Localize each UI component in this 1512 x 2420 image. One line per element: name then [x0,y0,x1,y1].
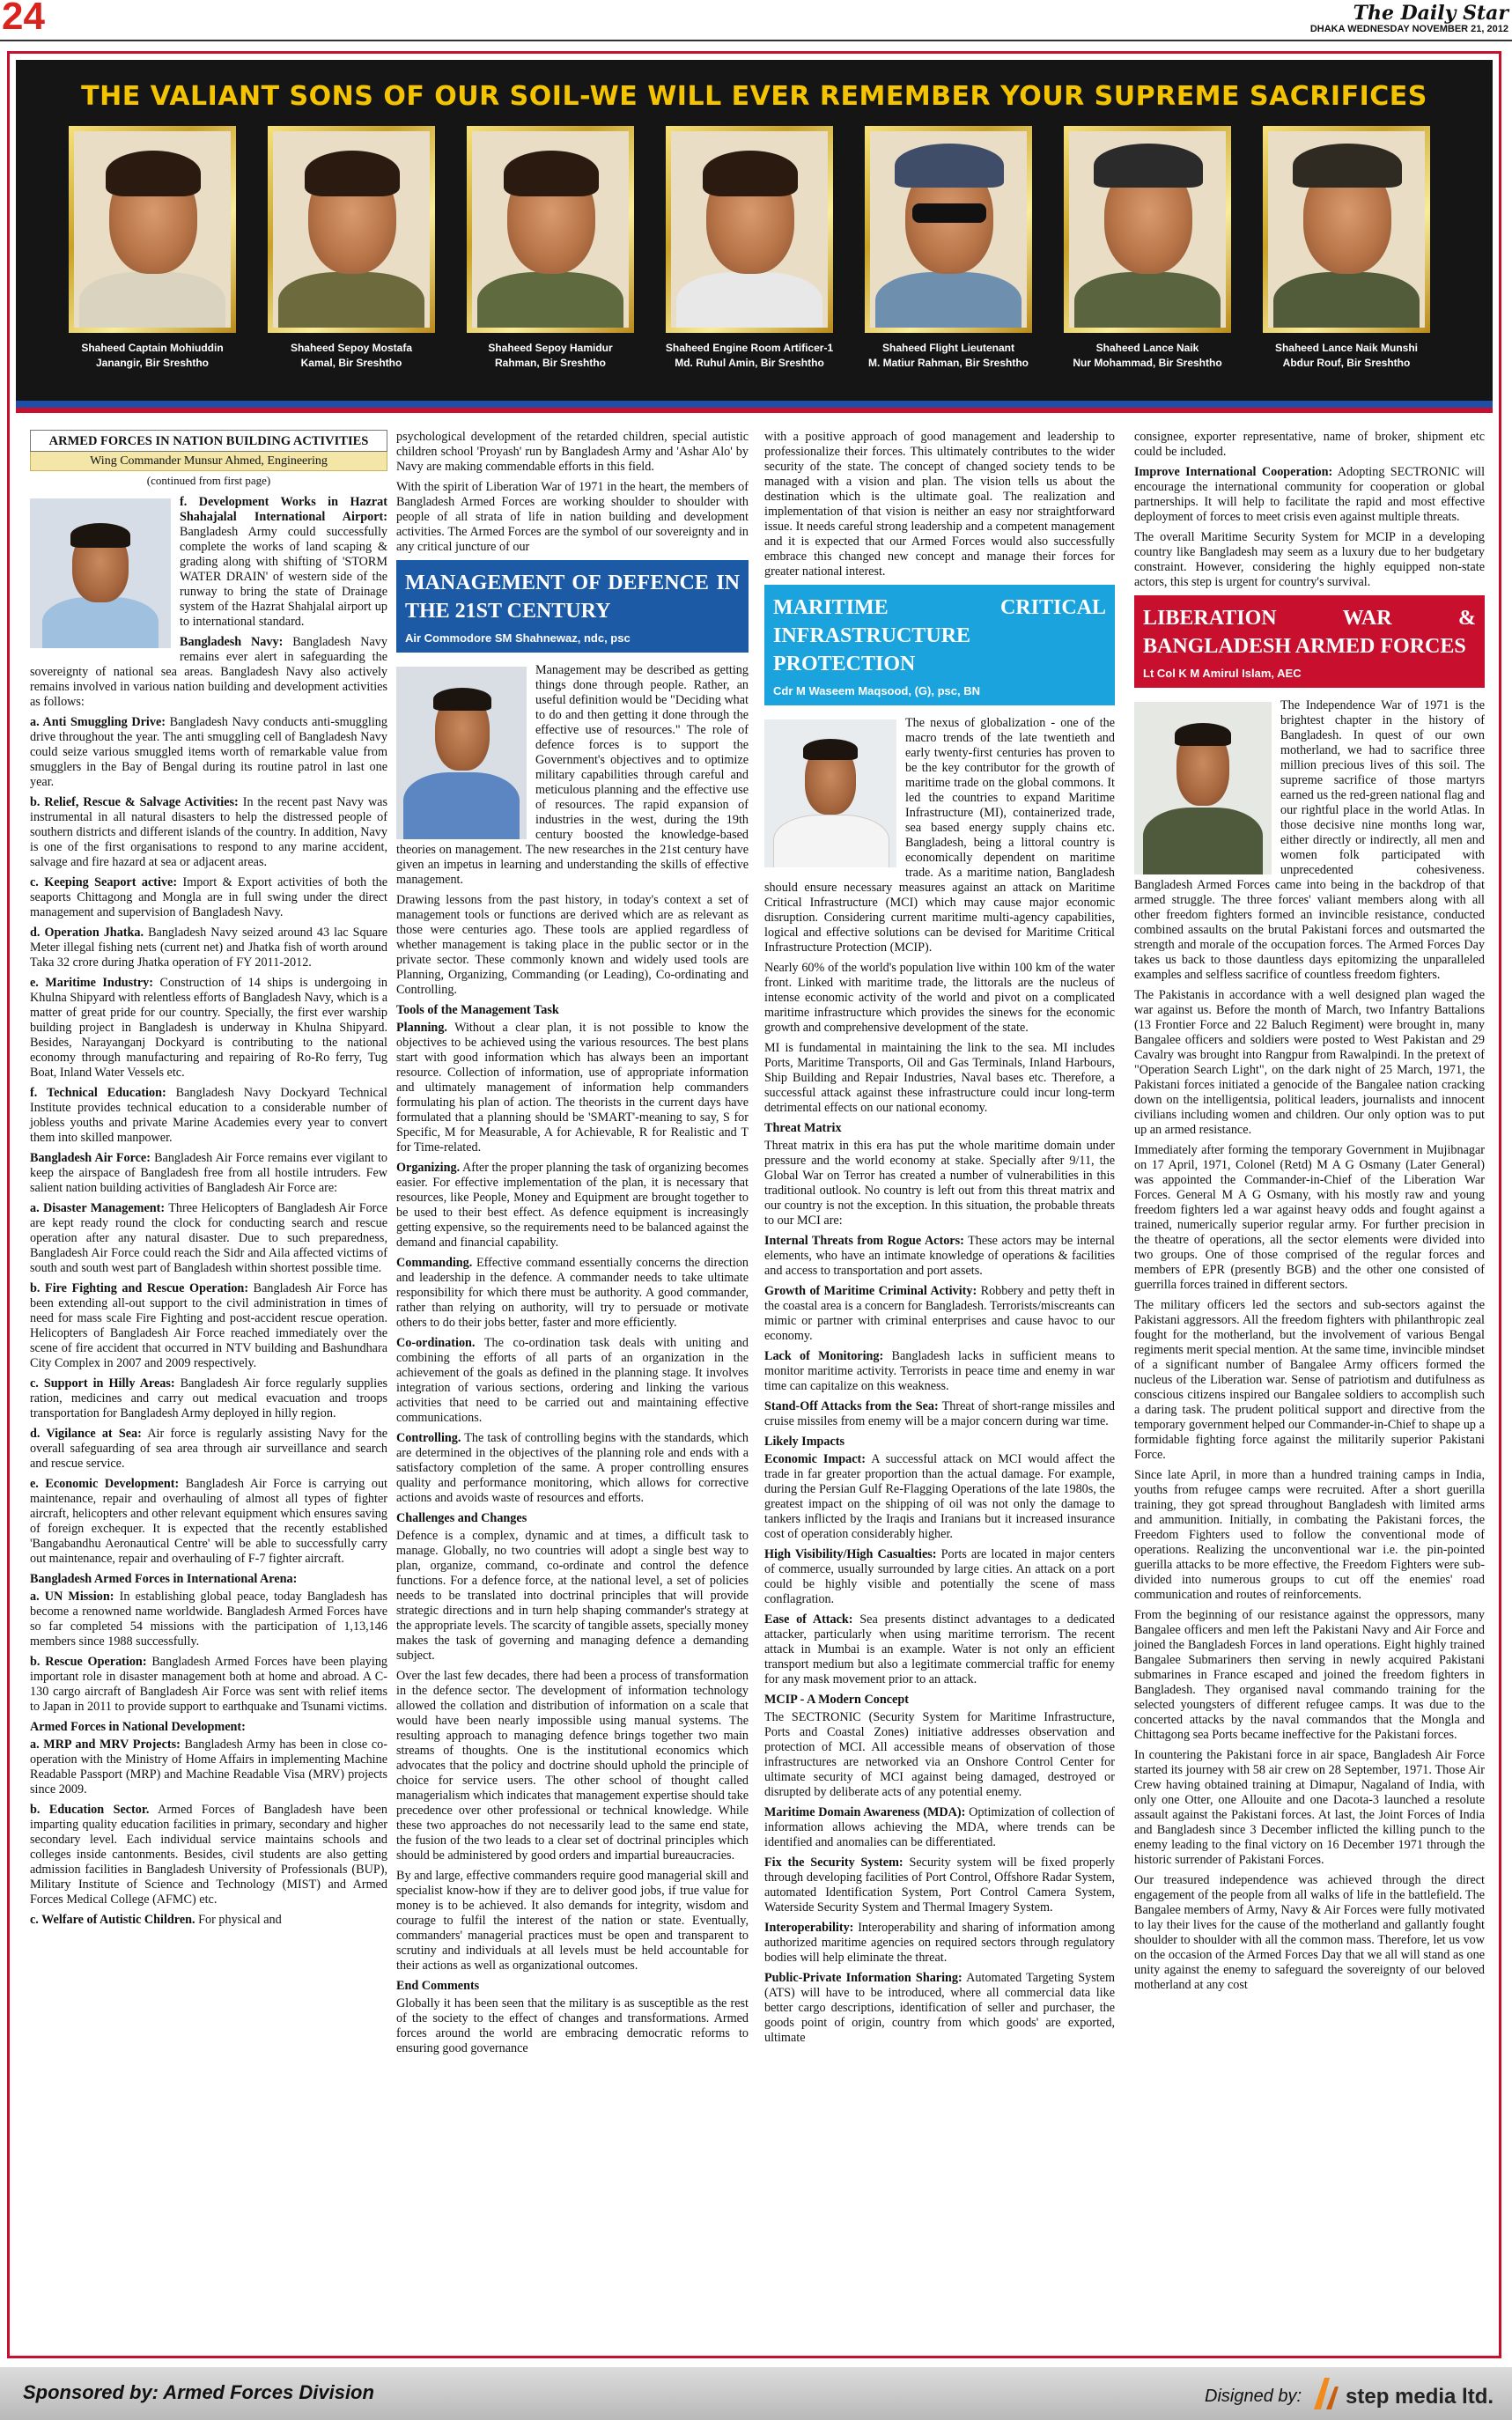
text-span: Improve International Cooperation: [1134,465,1333,479]
text-span: Controlling. [396,1431,461,1445]
text-span: Bangladesh lacks in sufficient means to monitor maritime activity. Terrorists in peace time and enemy in war time can capitalize on this weakness. [764,1349,1116,1393]
text-span: Bangladesh Air Force has been extending all-out support to the civil administration in times of need for mass scale Fire Fighting and post-accident rescue operation. Helicopters of Bangladesh Air Force reached immediately over the scene of fire accident that occurred in NTV building and Bashundhara City Complex in 2007 and 2009 respectively. [30,1281,387,1370]
text-span: Maritime Domain Awareness (MDA): [764,1805,966,1819]
text-span: Md. Ruhul Amin, Bir Sreshtho [675,357,824,369]
paragraph [764,1612,1115,1687]
illustration-part [912,203,986,223]
text-span: Bangladesh Navy: [180,635,284,649]
text-span: Automated Targeting System (ATS) will have to be introduced, where all commercial data like better cargo descriptions, identification of seller and purchaser, the goods point of origin, country from which goods' are exported, ultimate [764,1971,1115,2045]
illustration-part [1293,144,1402,188]
text-span: Stand-Off Attacks from the Sea: [764,1399,939,1413]
text-span: Security system will be fixed properly through developing facilities of Port Control, Offshore Radar System, automated Identification System, Port Control Camera System, Waterside Security System and Thermal Imagery System. [764,1856,1116,1915]
text-span: Bangladesh Navy remains ever alert in safeguarding the sovereignty of national sea areas. Bangladesh Navy also actively remains involved in various nation building and development activities as follows: [30,635,387,709]
text-span: Import & Export activities of both the seaports Chittagong and Mongla are in full swing under the direct management and supervision of Bangladesh Navy. [30,875,388,919]
text-span: Bangladesh Navy Dockyard Technical Institute provides technical education to a considerable number of jobless youths and private Marine Academies every year to convert them into skilled manpower. [30,1086,387,1145]
text-span: b. Education Sector. [30,1803,150,1817]
text-span: The overall Maritime Security System for MCIP in a developing country like Bangladesh may seem as a luxury due to her budgetary constraint. However, considering the highly equipped non-state actors, this step is urgent for country's survival. [1134,530,1485,589]
text-span: Robbery and petty theft in the coastal area is a concern for Bangladesh. Terrorists/miscreants can mimic or partner with criminal enterprises and cause havoc to our economy. [764,1284,1116,1343]
text-span: Internal Threats from Rogue Actors: [764,1234,964,1248]
text-span: c. Welfare of Autistic Children. [30,1913,195,1927]
illustration-part [803,739,858,760]
illustration-part [703,151,798,196]
paragraph [396,1161,749,1251]
paragraph [30,1655,387,1715]
text-span: c. Support in Hilly Areas: [30,1376,175,1391]
text-span: From the beginning of our resistance against the oppressors, many Bangalee officers and men left the Pakistani Navy and Air Force and joined the Bangladesh Forces in land operations. Eight highly trained Bangalee Submariners then serving in newly acquired Pakistani submarines in France escaped and joined the freedom fighters in Bangladesh. They organised naval commando training for the selected youngsters of different refugee camps. It was due to the concerted attacks by the naval commandos that the Mongla and Chittagong sea Ports became ineffective for the Pakistani forces. [1134,1608,1485,1742]
text-span: Optimization of collection of information allows achieving the MDA, where trends can be identified and anomalies can be differentiated. [764,1805,1115,1849]
portrait-caption [62,341,243,371]
text-span: In countering the Pakistani force in air space, Bangladesh Air Force started its journey with 58 air crew on 28 September, 1971. Those Air Crew having obtained training at Dimapur, Nagaland of India, with only one Otter, one Allouite and one Dacota-3 launched a resolute assault against the Pakistani forces. At last, the Joint Forces of India and Bangladesh since 3 December inflicted the killing punch to the enemy leading to the final victory on 16 December 1971 through the historic surrender of Pakistani Forces. [1134,1748,1485,1867]
text-span: M. Matiur Rahman, Bir Sreshtho [867,357,1029,369]
paragraph [764,1399,1115,1429]
paragraph [30,1201,387,1276]
text-span: Nearly 60% of the world's population live within 100 km of the water front. Linked with maritime trade, the littorals are the nucleus of intense economic activity of the world and pivot on a complicated maritime infrastructure which provides the sinews for the economic growth and comprehensive development of the state. [764,961,1115,1035]
author-photo [30,498,171,648]
sponsor-credit: Sponsored by: Armed Forces Division [23,2381,374,2403]
text-span: Immediately after forming the temporary Government in Mujibnagar on 17 April, 1971, Colonel (Retd) M A G Osmany (Later General) was appointed the Commander-in-Chief of the Liberation War Forces. General M A G Osmany, with his mostly raw and young freedom fighters led a war against heavy odds and fought against a trained, numerically superior regular army. For further precision in the theatre of operations, all the sector elements were divided into two groups. One of those comprised of the regular forces and members of EPR (presently BGB) and the other one consisted of guerrilla forces trained in different sectors. [1134,1143,1485,1292]
footer [0,2367,1512,2420]
paragraph [764,1921,1115,1966]
illustration-part [1175,723,1231,746]
illustration-part [106,151,201,196]
portrait-caption [659,341,840,371]
step-media-logo-icon [1310,2374,1340,2413]
column-3 [764,430,1115,2051]
illustration-part [1143,808,1263,874]
text-span: Threat matrix in this era has put the whole maritime domain under pressure and the world economy at stake. Specially after 9/11, the Global War on Terror has created a number of vulnerabilities in this traditional outlook. No country is left out from this threat matrix and our country is not the exception. In this situation, the probable threats to our MCI are: [764,1139,1115,1228]
paragraph [30,1590,387,1649]
illustration-part [305,151,400,196]
text-span: Bangladesh Army has been in close co-operation with the Ministry of Home Affairs in implementing Machine Readable Passport (MRP) and Machine Readable Visa (MRV) projects since 2009. [30,1738,387,1797]
author-photo [1134,702,1272,874]
illustration-part [773,815,889,867]
banner-title: THE VALIANT SONS OF OUR SOIL-WE WILL EVER REMEMBER YOUR SUPREME SACRIFICES [81,81,1427,112]
author-photo [764,719,896,867]
paragraph [30,1281,387,1371]
text-span: Organizing. [396,1161,461,1175]
paragraph [396,1021,749,1155]
paragraph [764,1349,1115,1394]
text-span: Bangladesh Navy seized around 43 lac Square Meter illegal fishing nets (current net) and Jhatka fish of worth around Taka 32 crore during Jhatka operation of FY 2011-2012. [30,926,388,970]
text-span: Planning. [396,1021,447,1035]
text-span: Abdur Rouf, Bir Sreshtho [1282,357,1411,369]
text-span: Construction of 14 ships is undergoing in Khulna Shipyard with relentless efforts of Bangladesh Navy, which is a matter of great pride for our country. Specially, the first ever warship building project in Bangladesh is underway in Khulna Shipyard. Besides, Narayanganj Dockyard is contributing to the national economy through manufacturing and repairing of Ro-Ro ferry, Tug Boat, Inland Water Vessels etc. [30,976,388,1080]
paragraph [30,1803,387,1907]
continued-text: with a positive approach of good management and leadership to professionalize their forces. This ultimately contributes to the wider security of the state. The concept of changed society tends to be managed with a vision and plan. The vision tells us about the destination which is the ultimate goal. The realization and implementation of that vision is neither an easy nor straightforward issue. It needs careful strong leadership and a competent management and it is expected that our Armed Forces would also successfully embrace this changed new concept and manage their forces for greater national interest. [764,430,1115,579]
text-span: Bangladesh Navy conducts anti-smuggling drive throughout the year. The anti smuggling cell of Bangladesh Navy could seize various smuggled items worth of remarkable value from smugglers in the Bay of Bengal during its routine patrol in last one year. [30,715,387,789]
text-span: Interoperability and sharing of information among authorized maritime agencies on required sectors through regulatory bodies will help eliminate the threat. [764,1921,1115,1965]
text-span: a. UN Mission: [30,1590,114,1604]
paragraph [764,1547,1115,1607]
portrait-caption [1256,341,1437,371]
intro-text: Bangladesh Army could successfully complete the works of land scaping & grading along with shifting of 'STORM WATER DRAIN' of western side of the runway to bring the state of Drainage system of the Hazrat Shahjalal airport up to international standard. [180,525,387,629]
portrait-frame [1263,126,1430,333]
text-span: e. Economic Development: [30,1477,180,1491]
paragraph [30,875,387,920]
illustration-part [1074,272,1221,328]
paragraph [30,1913,387,1928]
author-photo [396,667,527,839]
paragraph [764,1856,1115,1915]
text-span: Bangladesh Air Force: [30,1151,151,1165]
illustration-part [79,272,225,328]
paragraph [30,1477,387,1567]
paragraph [764,1805,1115,1850]
illustration-part [1069,131,1226,328]
text-span: Interoperability: [764,1921,854,1935]
article-title: ARMED FORCES IN NATION BUILDING ACTIVITIES [30,430,387,452]
portrait-card [62,126,243,399]
designer-logo-text: step media ltd. [1346,2385,1494,2409]
intro-label: f. Development Works in Hazrat Shahajalal International Airport: [180,495,387,524]
text-span: Without a clear plan, it is not possible to know the objectives to be achieved using the various resources. The best plans start with good information which has always been an important resource. Collection of information, use of appropriate information and ultimately management of information help commanders formulating his plan of action. The theorists in the current days have formulated that a planning should be 'SMART'-meaning to say, S for Specific, M for Measurable, A for Achievable, R for Realistic and T for Time-related. [396,1021,749,1155]
text-span: Shaheed Engine Room Artificer-1 [665,342,834,354]
portrait-frame [865,126,1032,333]
text-span: For physical and [198,1913,282,1927]
section-header [1134,595,1485,688]
portrait-caption [1057,341,1238,371]
paragraph [764,1971,1115,2046]
portrait-frame [69,126,236,333]
paragraph [30,1151,387,1196]
paragraph [30,715,387,790]
text-span: The military officers led the sectors and sub-sectors against the Pakistani aggressors. All the freedom fighters with philanthropic zeal fought for the motherland, but the involvement of various Bengal regiments merit special mention. At the same time, invincible mindset of a significant number of Bangalee Army officers formed the nucleus of the Liberation war. Sense of patriotism and dutifulness as conscious citizens inspired our Bangalee soldiers to accomplish such a daring task. The prudent political support and directive from the temporary government helped our Commander-in-Chief to shape up a formidable fighting force against the militarily superior Pakistani Force. [1134,1298,1485,1462]
paragraph [764,1284,1115,1344]
text-span: b. Relief, Rescue & Salvage Activities: [30,795,239,809]
text-span: Defence is a complex, dynamic and at times, a difficult task to manage. Globally, no two countries will adopt a single best way to plan, organize, command, co-ordinate and control the defence functions. For a defence force, at the national level, a set of policies needs to be translated into doctrinal principles that will provide strategic directions and in turn help shaping commander's strategy at the appropriate levels. The scarcity of tangible assets, specially money makes the task of governing and managing defence a demanding subject. [396,1529,749,1663]
text-span: Bangladesh Armed Forces have been playing important role in disaster management both at home and abroad. A C-130 cargo aircraft of Bangladesh Air Force was sent with relief items to Japan in 2011 to provide support to earthquake and Tsunami victims. [30,1655,388,1714]
text-span: Adopting SECTRONIC will encourage the international community for cooperation or global partnerships. It will help to facilitate the rapid and most effective deployment of forces to meet crisis even against multiple threats. [1134,465,1486,524]
text-span: Effective command essentially concerns the direction and leadership in the defence. A commander needs to take ultimate responsibility for which there must be authority. A good commander, rather than relying on authority, will try to persuade or motivate others to do their jobs better, faster and more efficiently. [396,1256,749,1330]
illustration-part [42,597,159,648]
text-span: Bangladesh Air force regularly supplies ration, medicines and carry out medical evacuation and troops transportation for Bangladesh Army deployed in hilly region. [30,1376,388,1420]
text-span: High Visibility/High Casualties: [764,1547,937,1561]
paragraph [30,795,387,870]
text-span: Shaheed Lance Naik [1095,342,1199,354]
text-span: After the proper planning the task of organizing becomes easier. For effective implementation of the plan, it is necessary that resources, like People, Money and Equipment are brought together to be used to their best effect. As defence equipment is increasingly getting expensive, so the requirements need to be balanced against the demand and financial capability. [396,1161,749,1250]
article-byline: Air Commodore SM Shahnewaz, ndc, psc [405,631,631,645]
continued-text: psychological development of the retarded children, special autistic children school 'Proyash' run by Bangladesh Army and 'Ashar Alo' by Navy are making commendable efforts in this field. [396,430,749,474]
continued-note: (continued from first page) [146,474,271,487]
portrait-caption [858,341,1039,371]
portrait-frame [268,126,435,333]
text-span: Shaheed Sepoy Hamidur [488,342,613,354]
text-span: Armed Forces of Bangladesh have been imparting quality education facilities in primary, secondary and higher secondary level. Each individual service maintains schools and colleges inside cantonments. Besides, civil students are also getting admission facilities in Bangladesh University of Professionals (BUP), Military Institute of Science and Technology (MIST) and Armed Forces Medical College (AFMC) etc. [30,1803,388,1907]
text-span: Drawing lessons from the past history, in today's context a set of management tools or functions are derived which are as relevant as those were centuries ago. These tools are applied regardless of whether management is taking place in the public sector or in the private sector. These commonly known and widely used tools are Planning, Organizing, Commanding (or Leading), Co-ordinating and Controlling. [396,893,749,997]
text-span: Public-Private Information Sharing: [764,1971,963,1985]
text-span: c. Keeping Seaport active: [30,875,178,889]
article-byline: Wing Commander Munsur Ahmed, Engineering [30,452,387,471]
text-span: Over the last few decades, there had been a process of transformation in the defence sector. The development of information technology allowed the collation and distribution of information on a scale that would have been nearly impossible using manual systems. The resulting approach to managing defence brings together two main streams of thoughts. One is the institutional economics which advocates that the policy and doctrine should uphold the principle of choice for service users. The other school of thought called managerialism which indicates that management expertise should take precedence over other professional or technical knowledge. While these two approaches do not necessarily lead to the same end state, the fusion of the two leads to a clear set of doctrinal principles which should be administered by good orders and impartial bureaucracies. [396,1669,749,1863]
paragraph [1134,465,1485,525]
text-span: Shaheed Flight Lieutenant [881,342,1014,354]
text-span: Growth of Maritime Criminal Activity: [764,1284,977,1298]
column-1 [30,430,387,1933]
portrait-frame [1064,126,1231,333]
text-span: Threat of short-range missiles and cruise missiles from enemy will be a major concern during war time. [764,1399,1115,1428]
text-span: These actors may be internal elements, who have an intimate knowledge of operations & facilities and access to transportation and port assets. [764,1234,1115,1278]
article-byline: Lt Col K M Amirul Islam, AEC [1143,667,1302,680]
text-span: Economic Impact: [764,1452,867,1466]
article-title: LIBERATION WAR & BANGLADESH ARMED FORCES [1143,607,1476,658]
paragraph [30,1738,387,1797]
illustration-part [676,272,822,328]
paragraph [30,1086,387,1146]
text-span: With the spirit of Liberation War of 1971 in the heart, the members of Bangladesh Armed Forces are working shoulder to shoulder with people of all strata of life in nation building and development activities. The Armed Forces are the symbol of our sovereignty and in any critical juncture of our [396,480,749,554]
text-span: a. Anti Smuggling Drive: [30,715,166,729]
text-span: Lack of Monitoring: [764,1349,884,1363]
text-span: Rahman, Bir Sreshtho [494,357,607,369]
paragraph [764,1234,1115,1279]
paragraph [30,976,387,1081]
section-header [396,560,749,653]
illustration-part [895,144,1004,188]
text-span: b. Fire Fighting and Rescue Operation: [30,1281,249,1295]
illustration-part [671,131,828,328]
portrait-card [1256,126,1437,399]
text-span: In establishing global peace, today Bangladesh has become a renowned name worldwide. Bangladesh Armed Forces have so far completed 54 missions with the participation of 1,13,146 members since 1988 successfully. [30,1590,387,1649]
paragraph [30,1427,387,1472]
illustration-part [472,131,629,328]
illustration-part [433,688,491,711]
text-span: Ease of Attack: [764,1612,853,1627]
text-span: In the recent past Navy was instrumental in all natural disasters to help the distressed people of southern districts and different islands of the country. In addition, Navy is one of the first organisations to respond to any marine accident, salvage and fire hazard at sea or adjacent areas. [30,795,388,869]
text-span: Commanding. [396,1256,473,1270]
text-span: d. Operation Jhatka. [30,926,144,940]
text-span: Nur Mohammad, Bir Sreshtho [1073,357,1222,369]
subhead: Threat Matrix [764,1121,842,1135]
article-byline: Cdr M Waseem Maqsood, (G), psc, BN [773,684,980,697]
page-number: 24 [2,0,45,38]
portrait-card [1057,126,1238,399]
text-span: The SECTRONIC (Security System for Maritime Infrastructure, Ports and Coastal Zones) initiative addresses observation and protection of MCI. All accessible means of observation of those infrastructures are networked via an Onshore Control Center for ultimate security of MCI against being damaged, destroyed or disrupted by deliberate acts of any potential enemy. [764,1710,1115,1799]
header-rule [0,40,1512,41]
text-span: a. Disaster Management: [30,1201,166,1215]
paragraph [30,926,387,970]
text-span: Our treasured independence was achieved through the direct engagement of the people from all walks of life in the battlefield. The Bangalee members of Army, Navy & Air Forces were fully motivated to lay their lives for the cause of the motherland and gallantly fought shoulder to shoulder with all the common mass. Therefore, let us vow on the occasion of the Armed Forces Day that we all will stand as one unity against the enemy to safeguard the sovereignty of our beloved motherland at any cost [1134,1873,1485,1992]
text-span: Bangladesh Air Force is carrying out maintenance, repair and overhauling of almost all types of fighter aircraft, helicopters and other relevant equipment which ensures saving of foreign exchequer. It is expected that the recently established 'Bangabandhu Aeronautical Centre' will be able to successfully carry out maintenance, repair and overhauling of F-7 fighter aircraft. [30,1477,387,1566]
illustration-part [278,272,424,328]
illustration-part [74,131,231,328]
banner-stripe [16,408,1493,413]
column-4 [1134,430,1485,1998]
text-span: Since late April, in more than a hundred training camps in India, youths from refugee camps were recruited. After a short guerilla training, they got spread throughout Bangladesh with limited arms and ammunition. Initially, in combating the Pakistani forces, the Freedom Fighters used to follow the conventional mode of operations. Realizing the unconventional war i.e. the pin-pointed guerilla attacks to be more effective, the Freedom Fighters were sub-divided into numerous groups to cut off the enemies' road communication and routes of reinforcements. [1134,1468,1485,1602]
paragraph [396,1256,749,1331]
dateline: DHAKA WEDNESDAY NOVEMBER 21, 2012 [1309,24,1508,34]
illustration-part [870,131,1027,328]
illustration-part [1094,144,1203,188]
masthead: The Daily Star [1353,2,1508,25]
subhead: Armed Forces in National Development: [30,1720,246,1734]
page-header [0,0,1512,41]
portrait-frame [467,126,634,333]
text-span: Fix the Security System: [764,1856,904,1870]
text-span: The co-ordination task deals with uniting and combining the efforts of all parts of an organization in the achievement of the goals as defined in the planning stage. It involves integration of various sections, ordering and linking the various activities that need to be carried out and maintaining effective communications. [396,1336,749,1425]
text-span: Bangladesh Air Force remains ever vigilant to keep the airspace of Bangladesh free from all hostile intruders. Few salient nation building activities of Bangladesh Air Force are: [30,1151,388,1195]
portrait-caption [460,341,641,371]
portrait-card [460,126,641,399]
text-span: Sea presents distinct advantages to a dedicated attacker, particularly when using maritime terrorism. The recent attack in Mumbai is an example. Water is not only an efficient transport medium but also a legitimate commercial traffic for enemy for any mask movement prior to an attack. [764,1612,1115,1686]
text-span: Shaheed Captain Mohiuddin [81,342,224,354]
text-span: A successful attack on MCI would affect the trade in far greater proportion than the actual damage. For example, during the Persian Gulf Re-Flagging Operations of the late 1980s, the greatest impact on the shipping of oil was not only the damage to tankers inflicted by the Iraqis and Iranians but it increased insurance cost of operation considerably higher. [764,1452,1116,1541]
subhead: Tools of the Management Task [396,1003,559,1017]
illustration-part [875,272,1022,328]
portrait-row [62,126,1479,399]
subhead: Likely Impacts [764,1435,845,1449]
text-span: By and large, effective commanders require good managerial skill and specialist know-how if they are to deliver good jobs, if true value for money is to be achieved. It also demands for integrity, wisdom and courage to fulfil the interest of the nation or state. Eventually, commanders' managerial practices must be open and transparent to scrutiny and individuals at all levels must be held accountable for their actions as well as organizational outcomes. [396,1869,749,1973]
text-span: Janangir, Bir Sreshtho [95,357,210,369]
portrait-card [659,126,840,399]
text-span: Co-ordination. [396,1336,476,1350]
paragraph [396,1431,749,1506]
portrait-frame [666,126,833,333]
article-title: MANAGEMENT OF DEFENCE IN THE 21ST CENTURY [405,572,740,623]
text-span: Shaheed Sepoy Mostafa [290,342,413,354]
text-span: Kamal, Bir Sreshtho [300,357,402,369]
illustration-part [1268,131,1425,328]
text-span: Globally it has been seen that the military is as susceptible as the rest of the society to the effect of changes and transformations. Armed forces around the world are embracing democratic reforms to ensuring good governance [396,1996,749,2055]
text-span: The nexus of globalization - one of the macro trends of the late twentieth and early twenty-first centuries has proven to be the key contributor for the growth of maritime trade on the global commons. It led the countries to expand Maritime Infrastructure (MI), containerized trade, sea based energy supply chains etc. Bangladesh, being a littoral country is economically dependent on maritime trade. As a maritime nation, Bangladesh should ensure necessary measures against an attack on Maritime Critical Infrastructure (MCI) which may cause major economic disruption. Considering current maritime multi-agency capabilities, logical and effective solutions can be devised for Maritime Critical Infrastructure Protection (MCIP). [764,716,1115,955]
designer-label: Disigned by: [1205,2387,1302,2406]
illustration-part [1273,272,1420,328]
text-span: The Independence War of 1971 is the brightest chapter in the history of Bangladesh. In quest of our own motherland, we had to sacrifice three million precious lives of this soil. The supreme sacrifice of those martyrs earned us the red-green national flag and our rightful place in the world Atlas. In those decisive nine months long war, either directly or indirectly, all men and women folk participated with unprecedented cohesiveness. Bangladesh Armed Forces came into being in the backdrop of that armed struggle. The three forces' valiant members along with all other freedom fighters formed an invincible resistance, conducted combined assaults on the brutal Pakistani forces and outsmarted the strength and morale of the occupation forces. The Armed Forces Day takes us back to those dauntless days epitomizing the unparalleled examples and selfless sacrifice of countless freedom fighters. [1134,698,1485,982]
subhead: MCIP - A Modern Concept [764,1693,909,1707]
text-span: Air force is regularly assisting Navy for the overall safeguarding of sea area through air surveillance and search and rescue service. [30,1427,388,1471]
illustration-part [273,131,430,328]
paragraph [30,1376,387,1421]
text-span: e. Maritime Industry: [30,976,153,990]
text-span: d. Vigilance at Sea: [30,1427,142,1441]
portrait-caption [261,341,442,371]
illustration-part [403,772,520,839]
text-span: The Pakistanis in accordance with a well designed plan waged the war against us. Before the month of March, two Infantry Battalions (13 Frontier Force and 22 Baluch Regiment) were brought in, many Bangalee officers and soldiers were posted to West Pakistan and 29 Cavalry was brought into Rangpur from Rawalpindi. In the pretext of "Operation Search Light", on the dark night of 25 March, 1971, the Pakistani forces initiated a genocide of the Bangalee nation cracking down on the intelligentsia, political leaders, journalists and innocent civilians including women and children. Our only option was to put up an armed resistance. [1134,988,1485,1137]
subhead: Bangladesh Armed Forces in International Arena: [30,1572,298,1586]
text-span: The task of controlling begins with the standards, which are determined in the objectives of the planning role and ends with a satisfactory completion of the same. A proper controlling ensures quality and performance monitoring, which allows for corrective actions and avoids waste of resources and efforts. [396,1431,749,1505]
illustration-part [477,272,623,328]
text-span: Ports are located in major centers of commerce, usually surrounded by large cities. An attack on a port could be highly visible and potentially the scene of mass conflagration. [764,1547,1115,1606]
heroes-banner [16,60,1493,408]
text-span: a. MRP and MRV Projects: [30,1738,181,1752]
text-span: MI is fundamental in maintaining the link to the sea. MI includes Ports, Maritime Transports, Oil and Gas Terminals, Inland Harbours, Ship Building and Repair Industries, Naval bases etc. Therefore, a successful attack against these infrastructure could incur long-term detrimental effects on our national economy. [764,1041,1115,1115]
portrait-card [261,126,442,399]
text-span: b. Rescue Operation: [30,1655,147,1669]
illustration-part [70,523,130,548]
text-span: Shaheed Lance Naik Munshi [1274,342,1419,354]
section-header [764,585,1115,705]
column-2 [396,430,749,2062]
subhead: End Comments [396,1979,480,1993]
subhead: Challenges and Changes [396,1511,527,1525]
continued-text: consignee, exporter representative, name of broker, shipment etc could be included. [1134,430,1485,459]
portrait-card [858,126,1039,399]
paragraph [396,1336,749,1426]
illustration-part [504,151,599,196]
text-span: Three Helicopters of Bangladesh Air Force are kept ready round the clock for conducting search and rescue operation after any natural disaster. Due to such preparedness, Bangladesh Air Force could reach the Sidr and Aila affected victims of south and south west part of Bangladesh within shortest possible time. [30,1201,388,1275]
article-title: MARITIME CRITICAL INFRASTRUCTURE PROTECTION [773,596,1106,675]
text-span: Management may be described as getting things done through people. Rather, an useful definition would be "Deciding what to do and then getting it done through the effective use of resources." The role of defence forces is to support the Government's objectives and to optimize military capabilities through careful and meticulous planning and the effective use of resources. The rapid expansion of industries in the west, during the 19th century boosted the knowledge-based theories on management. The new researches in the 21st century have given an impetus in learning and understanding the skills of effective management. [396,663,749,887]
text-span: f. Technical Education: [30,1086,166,1100]
paragraph [764,1452,1115,1542]
